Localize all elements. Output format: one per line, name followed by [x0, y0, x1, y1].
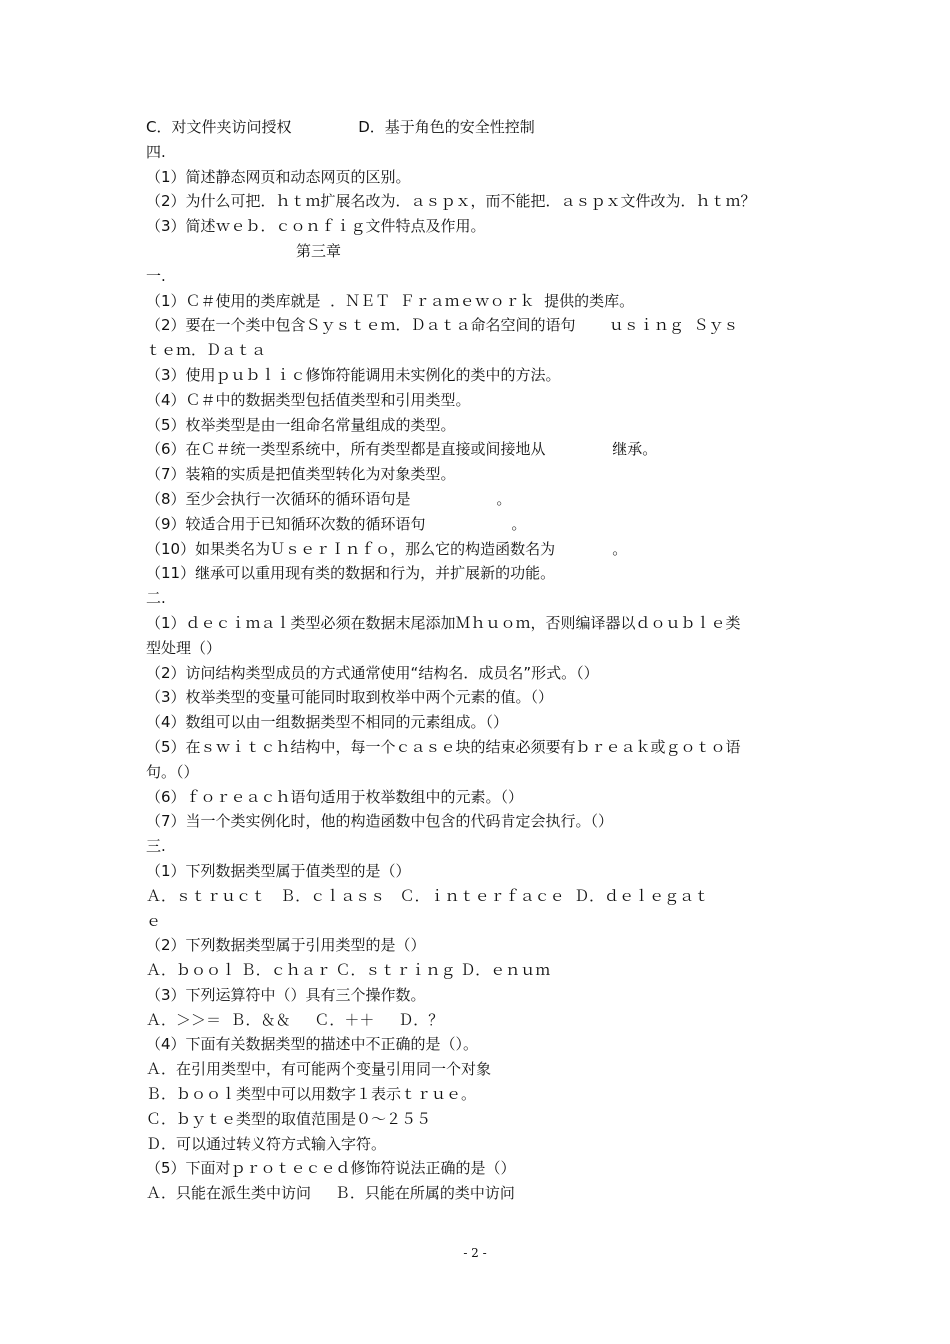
text-line: （3）下列运算符中（）具有三个操作数。	[146, 985, 426, 1004]
text-line: Ａ．只能在派生类中访问 Ｂ．只能在所属的类中访问	[146, 1184, 515, 1203]
text-line: （2）下列数据类型属于引用类型的是（）	[146, 936, 426, 955]
text-line: （3）使用ｐｕｂｌｉｃ修饰符能调用未实例化的类中的方法。	[146, 365, 561, 384]
text-line: Ｃ．ｂｙｔｅ类型的取值范围是０～２５５	[146, 1109, 432, 1128]
text-line: （6）在Ｃ＃统一类型系统中，所有类型都是直接或间接地从 继承。	[146, 440, 658, 459]
text-line: （4）下面有关数据类型的描述中不正确的是（）。	[146, 1035, 479, 1054]
page-number: - 2 -	[463, 1246, 487, 1260]
text-line: （5）在ｓｗｉｔｃｈ结构中，每一个ｃａｓｅ块的结束必须要有ｂｒｅａｋ或ｇｏｔｏ语	[146, 737, 741, 756]
text-line: 句。（）	[146, 762, 199, 781]
document-body	[146, 115, 816, 1206]
text-line: Ｂ．ｂｏｏｌ类型中可以用数字１表示ｔｒｕｅ。	[146, 1085, 477, 1104]
text-line: （3）简述ｗｅｂ．ｃｏｎｆｉｇ文件特点及作用。	[146, 217, 486, 236]
chapter-title: 第三章	[296, 241, 342, 260]
section-heading: 四.	[146, 142, 166, 161]
section-heading: 一.	[146, 266, 166, 285]
text-line: （2）为什么可把．ｈｔｍ扩展名改为．ａｓｐｘ，而不能把．ａｓｐｘ文件改为．ｈｔｍ？	[146, 192, 756, 211]
text-line: （7）当一个类实例化时，他的构造函数中包含的代码肯定会执行。（）	[146, 812, 614, 831]
text-line: （5）下面对ｐｒｏｔｅｃｅｄ修饰符说法正确的是（）	[146, 1159, 516, 1178]
text-line: Ａ．ｓｔｒｕｃｔ Ｂ．ｃｌａｓｓ Ｃ．ｉｎｔｅｒｆａｃｅ Ｄ．ｄｅｌｅｇａｔ	[146, 886, 710, 905]
text-line: Ａ．在引用类型中，有可能两个变量引用同一个对象	[146, 1060, 492, 1079]
text-line: （5）枚举类型是由一组命名常量组成的类型。	[146, 415, 456, 434]
text-line: （9）较适合用于已知循环次数的循环语句 。	[146, 514, 527, 533]
text-line: （11）继承可以重用现有类的数据和行为，并扩展新的功能。	[146, 564, 556, 583]
text-line: （1）ｄｅｃｉｍａｌ类型必须在数据末尾添加Ｍｈｕｏｍ，否则编译器以ｄｏｕｂｌｅ类	[146, 613, 741, 632]
text-line: （10）如果类名为ＵｓｅｒＩｎｆｏ，那么它的构造函数名为 。	[146, 539, 628, 558]
text-line: Ｄ．可以通过转义符方式输入字符。	[146, 1134, 387, 1153]
section-heading: 二.	[146, 589, 166, 608]
text-line: （2）访问结构类型成员的方式通常使用“结构名．成员名”形式。（）	[146, 663, 599, 682]
text-line: （4）Ｃ＃中的数据类型包括值类型和引用类型。	[146, 390, 471, 409]
text-line: （1）简述静态网页和动态网页的区别。	[146, 167, 411, 186]
text-line: （1）下列数据类型属于值类型的是（）	[146, 861, 411, 880]
text-line: ｅ	[146, 911, 162, 930]
text-line: （8）至少会执行一次循环的循环语句是 。	[146, 489, 512, 508]
section-heading: 三.	[146, 837, 166, 856]
text-line: （6）ｆｏｒｅａｃｈ语句适用于枚举数组中的元素。（）	[146, 787, 524, 806]
text-line: C．对文件夹访问授权 D．基于角色的安全性控制	[146, 118, 535, 136]
text-line: （2）要在一个类中包含Ｓｙｓｔｅｍ．Ｄａｔａ命名空间的语句 ｕｓｉｎｇ Ｓｙｓ	[146, 316, 739, 335]
text-line: ｔｅｍ．Ｄａｔａ	[146, 341, 267, 360]
text-line: 型处理（）	[146, 638, 222, 657]
text-line: （4）数组可以由一组数据类型不相同的元素组成。（）	[146, 713, 509, 732]
text-line: Ａ．＞＞＝ Ｂ．＆＆ Ｃ．＋＋ Ｄ．？	[146, 1010, 444, 1029]
text-line: Ａ．ｂｏｏｌ Ｂ．ｃｈａｒ Ｃ．ｓｔｒｉｎｇ Ｄ．ｅｎｕｍ	[146, 961, 551, 980]
text-line: （7）装箱的实质是把值类型转化为对象类型。	[146, 465, 456, 484]
text-line: （3）枚举类型的变量可能同时取到枚举中两个元素的值。（）	[146, 688, 554, 707]
text-line: （1）Ｃ＃使用的类库就是 ．ＮＥＴ Ｆｒａｍｅｗｏｒｋ 提供的类库。	[146, 291, 635, 310]
